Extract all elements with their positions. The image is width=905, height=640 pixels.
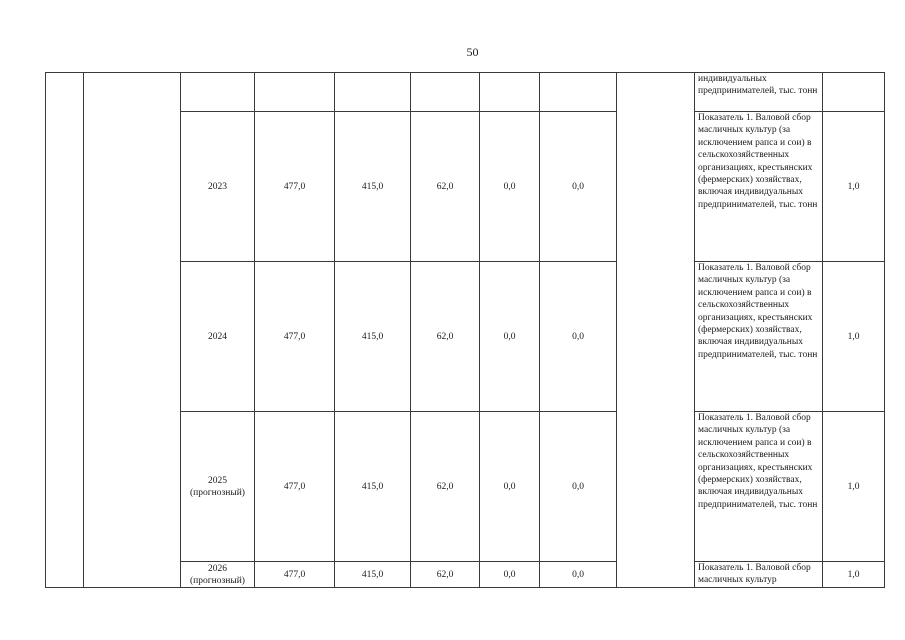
value-cell: 62,0 xyxy=(411,412,480,562)
year-label: 2023 xyxy=(208,181,227,192)
value-cell: 0,0 xyxy=(480,262,540,412)
year-label: 2025 xyxy=(208,475,227,486)
indicator-cell xyxy=(695,262,823,412)
value-cell: 0,0 xyxy=(540,562,617,588)
value-cell xyxy=(480,73,540,112)
indicator-text: Показатель 1. Валовой сбор масличных культур xyxy=(698,563,811,586)
value-cell: 415,0 xyxy=(335,412,411,562)
year-cell xyxy=(181,262,255,412)
indicator-value-cell: 1,0 xyxy=(823,112,885,262)
total-cell: 477,0 xyxy=(255,112,335,262)
year-note: (прогнозный) xyxy=(190,575,245,586)
indicator-text: Показатель 1. Валовой сбор масличных культур (за исключением рапса и сои) в сельскохозяйственных организациях, крестьянских (фермерских) хозяйствах, включая индивидуальных предпринимателей, тыс. тонн xyxy=(698,263,818,360)
indicator-value-cell: 1,0 xyxy=(823,412,885,562)
value-cell: 415,0 xyxy=(335,112,411,262)
year-label: 2026 xyxy=(208,563,227,574)
value-cell xyxy=(411,73,480,112)
value-cell: 62,0 xyxy=(411,112,480,262)
value-cell: 0,0 xyxy=(540,262,617,412)
year-cell xyxy=(181,562,255,588)
indicator-cell xyxy=(695,73,823,112)
blank-cell-merged xyxy=(617,73,695,588)
year-cell xyxy=(181,412,255,562)
indicator-value-cell: 1,0 xyxy=(823,562,885,588)
budget-table xyxy=(45,72,885,588)
total-cell: 477,0 xyxy=(255,562,335,588)
value-cell xyxy=(335,73,411,112)
year-label: 2024 xyxy=(208,331,227,342)
indicator-text: индивидуальных предпринимателей, тыс. тонн xyxy=(698,74,818,97)
year-note: (прогнозный) xyxy=(190,487,245,498)
indicator-text: Показатель 1. Валовой сбор масличных культур (за исключением рапса и сои) в сельскохозяйственных организациях, крестьянских (фермерских) хозяйствах, включая индивидуальных предпринимателей, тыс. тонн xyxy=(698,413,818,510)
indicator-cell xyxy=(695,562,823,588)
indicator-value-cell: 1,0 xyxy=(823,262,885,412)
indicator-text: Показатель 1. Валовой сбор масличных культур (за исключением рапса и сои) в сельскохозяйственных организациях, крестьянских (фермерских) хозяйствах, включая индивидуальных предпринимателей, тыс. тонн xyxy=(698,113,818,210)
year-cell xyxy=(181,112,255,262)
indicator-value-cell xyxy=(823,73,885,112)
value-cell: 415,0 xyxy=(335,562,411,588)
blank-cell-col1 xyxy=(46,73,84,588)
indicator-cell xyxy=(695,112,823,262)
value-cell: 62,0 xyxy=(411,262,480,412)
value-cell: 0,0 xyxy=(480,112,540,262)
value-cell xyxy=(540,73,617,112)
value-cell: 0,0 xyxy=(480,412,540,562)
value-cell: 0,0 xyxy=(480,562,540,588)
value-cell: 62,0 xyxy=(411,562,480,588)
total-cell xyxy=(255,73,335,112)
year-cell xyxy=(181,73,255,112)
page-number: 50 xyxy=(466,45,479,59)
value-cell: 0,0 xyxy=(540,112,617,262)
indicator-cell xyxy=(695,412,823,562)
value-cell: 0,0 xyxy=(540,412,617,562)
table-row xyxy=(46,73,885,112)
value-cell: 415,0 xyxy=(335,262,411,412)
blank-cell-col2 xyxy=(84,73,181,588)
total-cell: 477,0 xyxy=(255,412,335,562)
total-cell: 477,0 xyxy=(255,262,335,412)
